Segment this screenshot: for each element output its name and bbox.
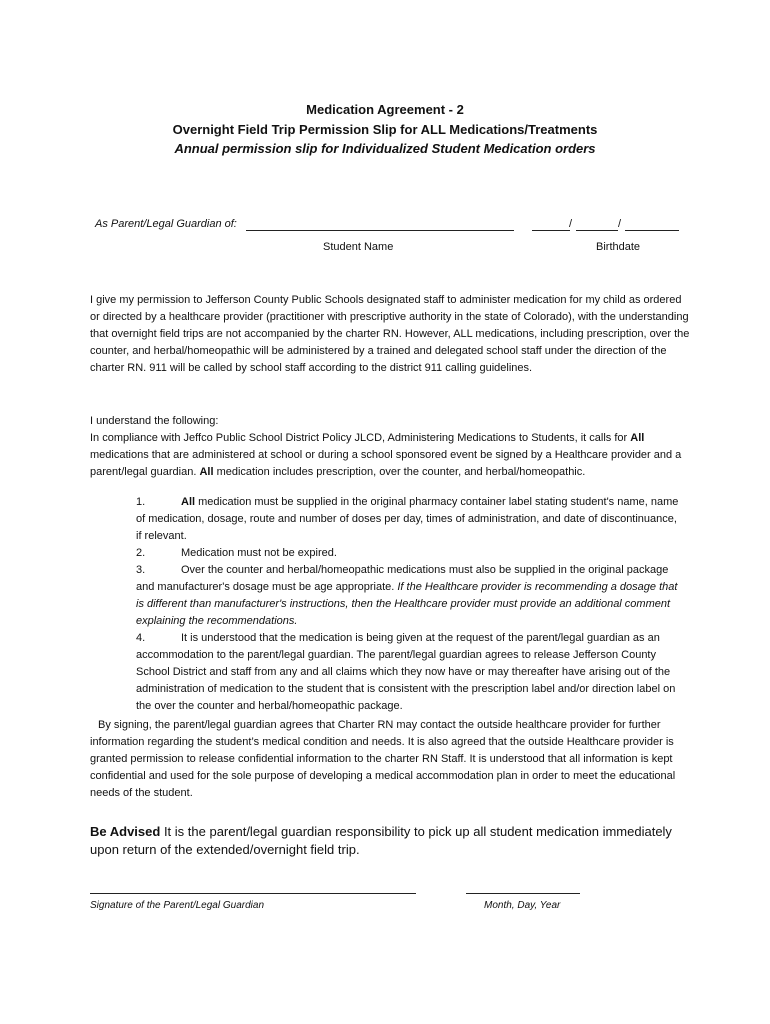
list-text: Medication must not be expired. [181, 547, 337, 559]
permission-paragraph: I give my permission to Jefferson County Public Schools designated staff to administer medication for my child as ordered or directed by a healthcare provider (practitioner with prescriptive authority in the state of Colorado), with the understanding that overnight field trips are not accompanied by the charter RN. However, ALL medications, including prescription, over the counter, and herbal/homeopathic will be administered by a trained and delegated school staff under the direction of the charter RN. 911 will be called by school staff according to the district 911 calling guidelines. [90, 294, 690, 374]
understand-intro: I understand the following: [90, 415, 219, 427]
requirements-list [136, 494, 681, 715]
list-number: 3. [136, 564, 146, 576]
list-text: It is understood that the medication is being given at the request of the parent/legal guardian as an accommodation to the parent/legal guardian. The parent/legal guardian agrees to release Jefferson County School District and staff from any and all claims which they now have or may thereafter have arising out of the administration of medication to the student that is consistent with the prescription label and/or direction label on the over the counter and herbal/homeopathic package. [136, 632, 676, 712]
date-separator: / [618, 218, 622, 230]
understand-text: medications that are administered at school or during a school sponsored event be signed by a Healthcare provider and a parent/legal guardian. [90, 449, 682, 478]
list-item [136, 545, 681, 562]
be-advised-bold: Be Advised [90, 824, 161, 839]
birth-day-line[interactable] [576, 229, 618, 231]
birth-year-line[interactable] [625, 229, 679, 231]
list-item [136, 494, 681, 545]
list-number: 2. [136, 547, 146, 559]
understand-paragraph [90, 430, 690, 481]
parent-signature-label: Signature of the Parent/Legal Guardian [90, 900, 265, 911]
list-item [136, 562, 681, 630]
birth-month-line[interactable] [532, 229, 570, 231]
understand-text: medication includes prescription, over the counter, and herbal/homeopathic. [213, 466, 586, 478]
student-name-label: Student Name [323, 241, 394, 253]
list-text: medication must be supplied in the original pharmacy container label stating student's name, name of medication, dosage, route and number of doses per day, times of administration, and date of discontinuance, if relevant. [136, 496, 679, 542]
list-item [136, 630, 681, 715]
document-title: Medication Agreement - 2 [306, 102, 464, 117]
list-italic: If the Healthcare provider is recommending a dosage that is different than manufacturer's instructions, then the Healthcare provider must provide an additional comment explaining the recommendations. [136, 581, 678, 627]
student-name-line[interactable] [246, 229, 514, 231]
guardian-prefix: As Parent/Legal Guardian of: [95, 218, 237, 230]
birthdate-label: Birthdate [596, 241, 641, 253]
date-separator: / [569, 218, 573, 230]
list-text: Over the counter and herbal/homeopathic medications must also be supplied in the original package and manufacturer's dosage must be age appropriate. [136, 564, 669, 593]
understand-text: In compliance with Jeffco Public School District Policy JLCD, Administering Medications to Students, it calls for [90, 432, 631, 444]
list-number: 1. [136, 496, 146, 508]
understand-bold: All [630, 432, 645, 444]
list-bold: All [181, 496, 196, 508]
parent-signature-line[interactable] [90, 892, 416, 894]
signature-date-line[interactable] [466, 892, 580, 894]
signature-date-label: Month, Day, Year [484, 900, 561, 911]
understand-section [90, 413, 690, 481]
signing-paragraph: By signing, the parent/legal guardian agrees that Charter RN may contact the outside healthcare provider for further information regarding the student’s medical condition and needs. It is also agreed that the outside Healthcare provider is granted permission to release confidential information to the charter RN Staff. It is understood that all information is kept confidential and used for the sole purpose of developing a medical accommodation plan in order to meet the educational needs of the student. [90, 719, 676, 799]
document-subtitle-italic: Annual permission slip for Individualized Student Medication orders [174, 141, 596, 156]
be-advised-text: It is the parent/legal guardian responsibility to pick up all student medication immediately upon return of the extended/overnight field trip. [90, 824, 672, 857]
understand-bold: All [199, 466, 214, 478]
list-number: 4. [136, 632, 146, 644]
document-subtitle: Overnight Field Trip Permission Slip for ALL Medications/Treatments [172, 122, 598, 137]
be-advised [90, 823, 690, 859]
